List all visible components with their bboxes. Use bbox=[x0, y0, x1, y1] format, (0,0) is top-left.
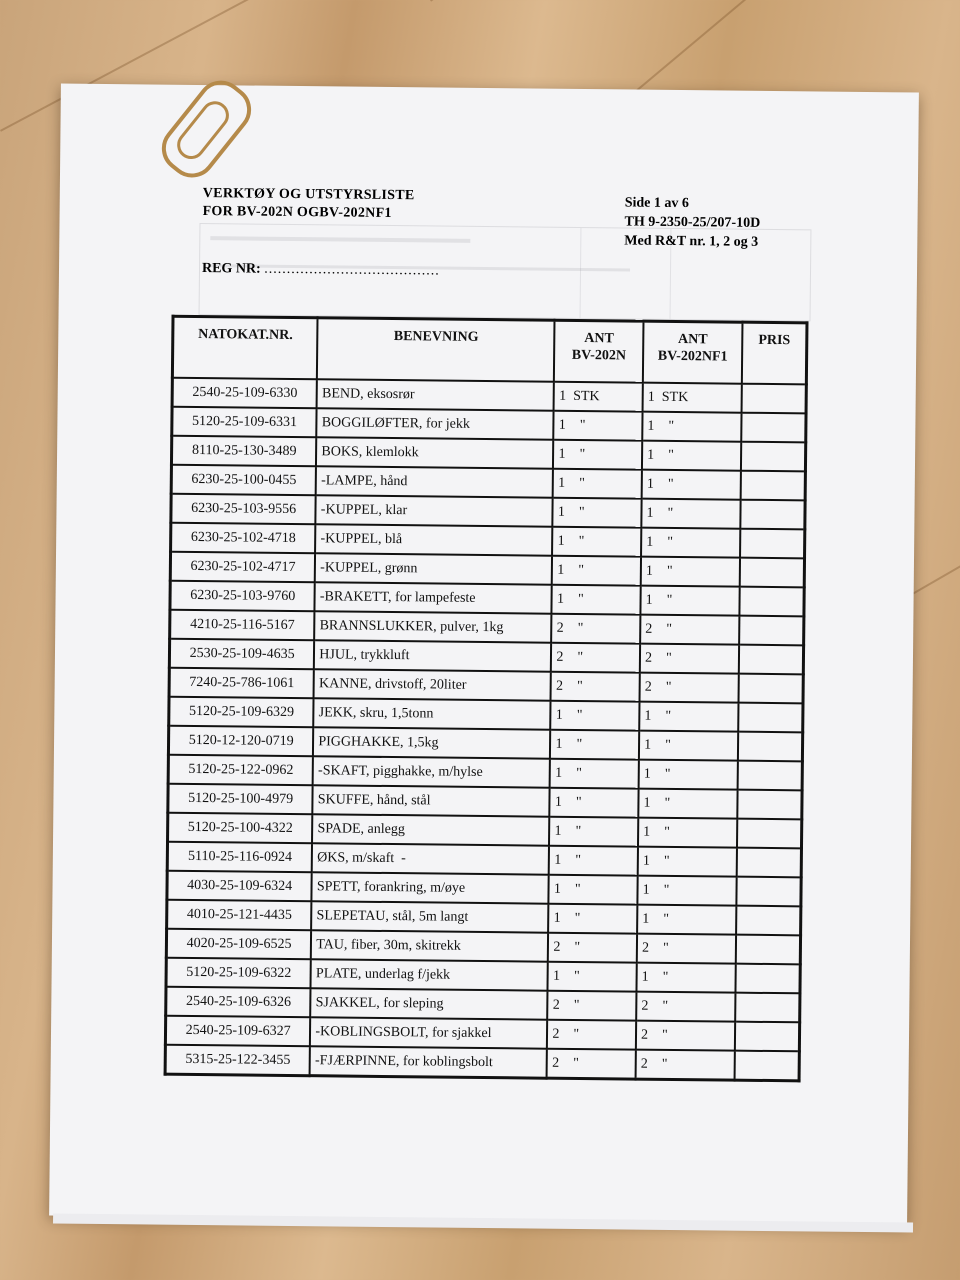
ant-bv202nf1-cell: 2 " bbox=[640, 615, 739, 645]
benevning-cell: BRANNSLUKKER, pulver, 1kg bbox=[314, 611, 551, 642]
natokat-cell: 2530-25-109-4635 bbox=[169, 639, 314, 670]
pris-cell bbox=[739, 587, 804, 617]
natokat-cell: 6230-25-103-9760 bbox=[170, 581, 315, 612]
ant-bv202nf1-cell: 1 " bbox=[639, 731, 738, 761]
benevning-cell: SPADE, anlegg bbox=[312, 814, 549, 845]
paperclip bbox=[152, 71, 261, 187]
ant-bv202n-cell: 1 " bbox=[551, 701, 640, 731]
revision-note: Med R&T nr. 1, 2 og 3 bbox=[624, 233, 759, 250]
wood-grain-line bbox=[430, 0, 923, 2]
natokat-cell: 4030-25-109-6324 bbox=[167, 871, 312, 902]
pris-cell bbox=[735, 964, 800, 994]
benevning-cell: PIGGHAKKE, 1,5kg bbox=[313, 727, 550, 758]
natokat-cell: 5120-12-120-0719 bbox=[168, 726, 313, 757]
ant-bv202n-cell: 2 " bbox=[551, 672, 640, 702]
benevning-cell: TAU, fiber, 30m, skitrekk bbox=[311, 930, 548, 961]
ant-bv202n-cell: 2 " bbox=[547, 1020, 636, 1050]
table-row bbox=[165, 1045, 799, 1081]
ant-bv202n-cell: 1 " bbox=[549, 904, 638, 934]
ant-bv202nf1-cell: 1 " bbox=[641, 557, 740, 587]
ant-bv202n-cell: 1 " bbox=[552, 556, 641, 586]
natokat-cell: 4210-25-116-5167 bbox=[170, 610, 315, 641]
ant-bv202nf1-cell: 1 " bbox=[642, 441, 741, 471]
ant-bv202n-cell: 2 " bbox=[551, 643, 640, 673]
pris-cell bbox=[735, 1022, 800, 1052]
benevning-cell: -KOBLINGSBOLT, for sjakkel bbox=[310, 1017, 547, 1048]
benevning-cell: -BRAKETT, for lampefeste bbox=[315, 582, 552, 613]
natokat-cell: 5110-25-116-0924 bbox=[167, 842, 312, 873]
benevning-cell: -KUPPEL, blå bbox=[315, 524, 552, 555]
benevning-cell: -KUPPEL, grønn bbox=[315, 553, 552, 584]
ant-bv202n-cell: 1 " bbox=[549, 846, 638, 876]
benevning-cell: SKUFFE, hånd, stål bbox=[313, 785, 550, 816]
benevning-cell: BOKS, klemlokk bbox=[316, 437, 553, 468]
ant-bv202n-cell: 1 " bbox=[550, 788, 639, 818]
ant-bv202nf1-cell: 1 " bbox=[640, 586, 739, 616]
ant-bv202nf1-cell: 1 " bbox=[638, 789, 737, 819]
natokat-cell: 2540-25-109-6326 bbox=[166, 987, 311, 1018]
natokat-cell: 5120-25-109-6331 bbox=[172, 407, 317, 438]
reg-dots: ....................................... bbox=[264, 261, 440, 279]
pris-cell bbox=[739, 674, 804, 704]
ant-bv202nf1-cell: 1 " bbox=[641, 499, 740, 529]
benevning-cell: SPETT, forankring, m/øye bbox=[312, 872, 549, 903]
ant-bv202nf1-cell: 1 " bbox=[642, 412, 741, 442]
benevning-cell: KANNE, drivstoff, 20liter bbox=[314, 669, 551, 700]
ant-bv202nf1-cell: 1 " bbox=[639, 702, 738, 732]
col-ant-bv202n: ANT BV-202N bbox=[554, 320, 643, 382]
pris-cell bbox=[740, 529, 805, 559]
benevning-cell: JEKK, skru, 1,5tonn bbox=[314, 698, 551, 729]
natokat-cell: 5315-25-122-3455 bbox=[165, 1045, 310, 1076]
ant-bv202nf1-cell: 1 " bbox=[641, 528, 740, 558]
natokat-cell: 4010-25-121-4435 bbox=[167, 900, 312, 931]
pris-cell bbox=[740, 558, 805, 588]
table-body bbox=[165, 378, 806, 1081]
natokat-cell: 6230-25-103-9556 bbox=[171, 494, 316, 525]
ant-bv202nf1-cell: 2 " bbox=[640, 644, 739, 674]
benevning-cell: PLATE, underlag f/jekk bbox=[311, 959, 548, 990]
pris-cell bbox=[741, 471, 806, 501]
natokat-cell: 4020-25-109-6525 bbox=[166, 929, 311, 960]
ant-bv202nf1-cell: 1 " bbox=[637, 963, 736, 993]
natokat-cell: 5120-25-100-4322 bbox=[168, 813, 313, 844]
ant-bv202nf1-cell: 1 " bbox=[639, 760, 738, 790]
title-line-1: VERKTØY OG UTSTYRSLISTE bbox=[202, 186, 415, 204]
pris-cell bbox=[737, 848, 802, 878]
reference-code: TH 9-2350-25/207-10D bbox=[624, 214, 761, 231]
ant-bv202n-cell: 1 " bbox=[553, 440, 642, 470]
pris-cell bbox=[740, 500, 805, 530]
document-title bbox=[203, 185, 415, 223]
equipment-table bbox=[164, 315, 809, 1083]
natokat-cell: 5120-25-109-6322 bbox=[166, 958, 311, 989]
ant-bv202n-cell: 1 " bbox=[554, 411, 643, 441]
ant-bv202n-cell: 1 " bbox=[552, 585, 641, 615]
page-number: Side 1 av 6 bbox=[624, 195, 689, 212]
benevning-cell: HJUL, trykkluft bbox=[314, 640, 551, 671]
natokat-cell: 6230-25-100-0455 bbox=[171, 465, 316, 496]
natokat-cell: 2540-25-109-6327 bbox=[165, 1016, 310, 1047]
ant-bv202n-cell: 1 " bbox=[549, 817, 638, 847]
pris-cell bbox=[737, 790, 802, 820]
pris-cell bbox=[741, 413, 806, 443]
ant-bv202n-cell: 2 " bbox=[552, 614, 641, 644]
benevning-cell: BOGGILØFTER, for jekk bbox=[317, 408, 554, 439]
col-benevning: BENEVNING bbox=[317, 318, 555, 382]
pris-cell bbox=[736, 935, 801, 965]
pris-cell bbox=[738, 761, 803, 791]
ant-bv202n-cell: 2 " bbox=[548, 933, 637, 963]
benevning-cell: -SKAFT, pigghakke, m/hylse bbox=[313, 756, 550, 787]
pris-cell bbox=[738, 732, 803, 762]
benevning-cell: ØKS, m/skaft - bbox=[312, 843, 549, 874]
ant-bv202nf1-cell: 1 " bbox=[637, 876, 736, 906]
ant-bv202nf1-cell: 1 " bbox=[637, 905, 736, 935]
natokat-cell: 5120-25-109-6329 bbox=[169, 697, 314, 728]
ant-bv202n-cell: 1 " bbox=[553, 469, 642, 499]
pris-cell bbox=[739, 616, 804, 646]
pris-cell bbox=[739, 645, 804, 675]
table-header-row bbox=[172, 316, 807, 384]
ant-bv202n-cell: 2 " bbox=[547, 1049, 636, 1079]
ant-bv202nf1-cell: 2 " bbox=[637, 934, 736, 964]
ant-bv202nf1-cell: 2 " bbox=[636, 1050, 735, 1081]
col-pris: PRIS bbox=[742, 322, 807, 384]
natokat-cell: 6230-25-102-4717 bbox=[170, 552, 315, 583]
ant-bv202n-cell: 2 " bbox=[548, 991, 637, 1021]
benevning-cell: -KUPPEL, klar bbox=[316, 495, 553, 526]
pris-cell bbox=[736, 906, 801, 936]
ant-bv202nf1-cell: 1 " bbox=[638, 847, 737, 877]
ant-bv202n-cell: 1 STK bbox=[554, 382, 643, 412]
pris-cell bbox=[742, 384, 807, 414]
ant-bv202nf1-cell: 1 " bbox=[638, 818, 737, 848]
natokat-cell: 2540-25-109-6330 bbox=[172, 378, 317, 409]
ant-bv202nf1-cell: 1 STK bbox=[643, 383, 742, 413]
ant-bv202nf1-cell: 2 " bbox=[636, 1021, 735, 1051]
ant-bv202n-cell: 1 " bbox=[549, 875, 638, 905]
pris-cell bbox=[738, 703, 803, 733]
benevning-cell: -LAMPE, hånd bbox=[316, 466, 553, 497]
benevning-cell: SJAKKEL, for sleping bbox=[311, 988, 548, 1019]
natokat-cell: 7240-25-786-1061 bbox=[169, 668, 314, 699]
natokat-cell: 8110-25-130-3489 bbox=[171, 436, 316, 467]
natokat-cell: 6230-25-102-4718 bbox=[171, 523, 316, 554]
benevning-cell: SLEPETAU, stål, 5m langt bbox=[311, 901, 548, 932]
col-natokat: NATOKAT.NR. bbox=[172, 316, 317, 379]
reg-label: REG NR: bbox=[201, 261, 261, 277]
pris-cell bbox=[735, 1051, 800, 1081]
ant-bv202nf1-cell: 2 " bbox=[640, 673, 739, 703]
col-ant-bv202nf1: ANT BV-202NF1 bbox=[643, 321, 743, 384]
benevning-cell: -FJÆRPINNE, for koblingsbolt bbox=[310, 1046, 547, 1078]
title-line-2: FOR BV-202N OGBV-202NF1 bbox=[202, 204, 392, 222]
pris-cell bbox=[735, 993, 800, 1023]
ant-bv202nf1-cell: 2 " bbox=[636, 992, 735, 1022]
natokat-cell: 5120-25-122-0962 bbox=[168, 755, 313, 786]
ant-bv202nf1-cell: 1 " bbox=[642, 470, 741, 500]
ant-bv202n-cell: 1 " bbox=[553, 498, 642, 528]
pris-cell bbox=[736, 877, 801, 907]
ant-bv202n-cell: 1 " bbox=[550, 759, 639, 789]
document-page bbox=[49, 84, 919, 1225]
reg-number-line bbox=[202, 261, 440, 279]
ant-bv202n-cell: 1 " bbox=[548, 962, 637, 992]
ant-bv202n-cell: 1 " bbox=[550, 730, 639, 760]
pris-cell bbox=[741, 442, 806, 472]
ant-bv202n-cell: 1 " bbox=[552, 527, 641, 557]
natokat-cell: 5120-25-100-4979 bbox=[168, 784, 313, 815]
pris-cell bbox=[737, 819, 802, 849]
benevning-cell: BEND, eksosrør bbox=[317, 379, 554, 410]
document-reference bbox=[624, 193, 760, 251]
